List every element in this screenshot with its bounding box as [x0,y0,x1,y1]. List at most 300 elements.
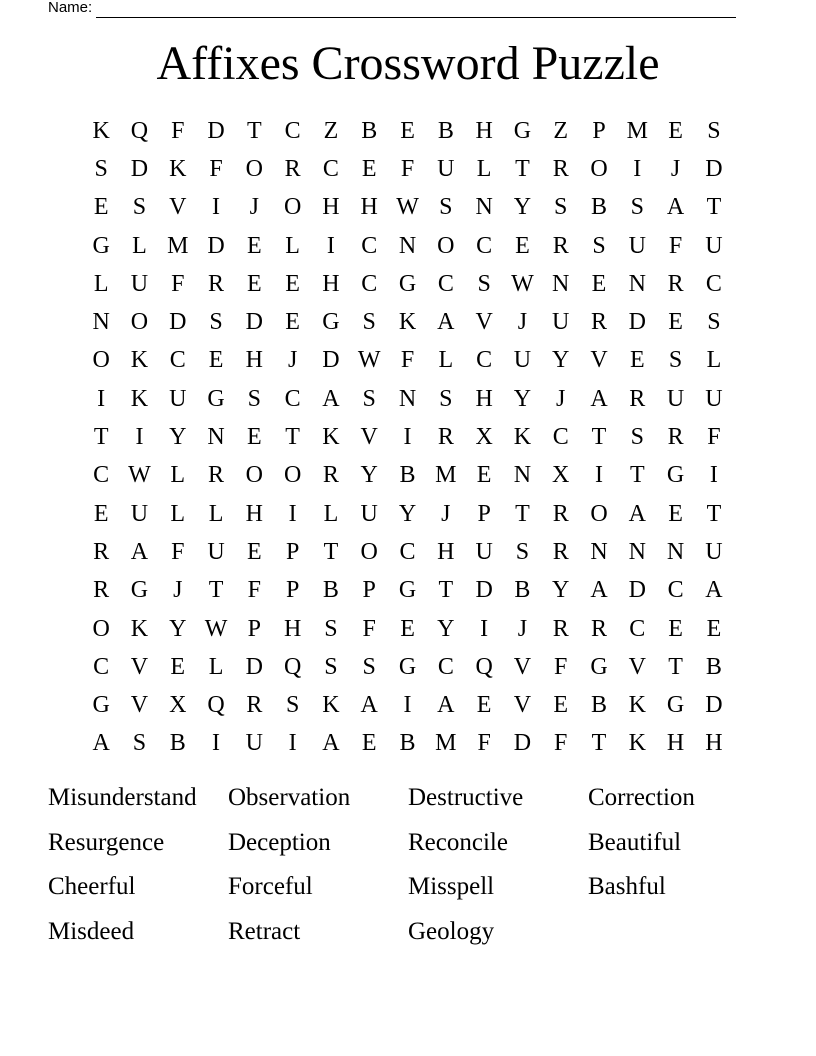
grid-letter: R [322,462,339,489]
grid-letter: P [285,577,300,604]
grid-letter: V [513,653,532,680]
grid-letter: U [207,538,225,565]
grid-letter: B [361,117,378,144]
word-list-item: Forceful [228,873,313,901]
grid-letter: E [400,615,415,642]
grid-letter: Z [553,117,569,144]
grid-letter: K [628,692,646,719]
grid-letter: M [435,462,457,489]
grid-letter: U [705,385,723,412]
grid-letter: T [629,462,645,489]
grid-letter: O [437,232,455,259]
grid-letter: C [399,538,416,565]
grid-letter: X [552,462,570,489]
grid-letter: R [284,155,301,182]
grid-letter: S [707,117,721,144]
grid-letter: A [666,194,685,221]
grid-letter: I [403,424,412,451]
grid-letter: E [476,462,492,489]
grid-letter: T [706,194,722,221]
grid-letter: J [556,385,566,412]
grid-letter: R [552,615,569,642]
grid-letter: U [437,155,455,182]
grid-letter: L [170,462,186,489]
grid-letter: V [628,653,646,680]
grid-letter: W [128,462,151,489]
word-list [48,776,768,954]
grid-letter: S [324,615,338,642]
grid-letter: F [400,347,415,374]
grid-letter: G [398,653,417,680]
word-list-item: Retract [228,917,301,945]
grid-letter: C [361,232,378,259]
grid-letter: R [208,462,225,489]
word-list-item: Resurgence [48,828,165,856]
grid-letter: S [554,194,568,221]
grid-letter: O [245,462,263,489]
grid-letter: J [517,309,528,336]
grid-letter: F [171,538,185,565]
grid-letter: A [437,309,455,336]
grid-letter: E [170,653,186,680]
grid-letter: S [477,270,491,297]
grid-letter: I [135,424,144,451]
grid-letter: J [287,347,298,374]
grid-letter: O [245,155,263,182]
grid-letter: S [630,424,644,451]
grid-letter: T [591,730,607,757]
grid-letter: A [590,385,608,412]
grid-letter: T [208,577,224,604]
grid-letter: H [283,615,302,642]
grid-letter: R [667,270,684,297]
grid-letter: M [167,232,189,259]
grid-letter: L [170,500,186,527]
grid-letter: E [629,347,645,374]
grid-letter: R [591,615,608,642]
grid-letter: O [92,615,110,642]
grid-letter: E [247,538,262,565]
grid-letter: W [357,347,381,374]
grid-letter: N [590,538,608,565]
grid-letter: Y [360,462,378,489]
grid-letter: C [476,232,493,259]
grid-letter: I [480,615,489,642]
grid-letter: G [130,577,149,604]
grid-letter: E [668,500,683,527]
grid-letter: S [592,232,606,259]
grid-letter: C [284,117,301,144]
grid-letter: T [668,653,683,680]
grid-letter: D [628,309,646,336]
word-list-item: Beautiful [588,828,682,856]
grid-letter: E [591,270,607,297]
grid-letter: O [590,500,608,527]
grid-letter: L [208,653,224,680]
grid-letter: R [552,500,569,527]
grid-letter: A [130,538,149,565]
grid-letter: E [208,347,224,374]
grid-letter: K [130,615,149,642]
grid-letter: B [169,730,186,757]
grid-letter: H [475,385,493,412]
grid-letter: N [475,194,493,221]
grid-letter: O [92,347,110,374]
grid-letter: R [93,577,110,604]
grid-letter: W [204,615,228,642]
grid-letter: A [705,577,723,604]
grid-letter: D [245,653,263,680]
grid-letter: S [362,653,376,680]
grid-letter: H [437,538,455,565]
grid-letter: K [130,347,149,374]
grid-letter: I [595,462,603,489]
grid-letter: S [94,155,108,182]
grid-letter: K [628,730,646,757]
grid-letter: H [475,117,493,144]
grid-letter: E [668,309,683,336]
grid-letter: J [441,500,451,527]
grid-letter: P [285,538,300,565]
grid-letter: C [476,347,493,374]
grid-letter: W [396,194,419,221]
grid-letter: K [322,424,340,451]
grid-letter: N [513,462,532,489]
grid-letter: H [245,500,263,527]
grid-letter: D [475,577,493,604]
grid-letter: G [590,653,608,680]
grid-letter: G [666,462,685,489]
grid-letter: H [322,270,340,297]
grid-letter: S [630,194,644,221]
grid-letter: H [322,194,340,221]
grid-letter: K [513,424,532,451]
grid-letter: D [207,232,225,259]
grid-letter: E [476,692,492,719]
grid-letter: V [169,194,187,221]
grid-letter: Q [130,117,149,144]
grid-letter: Y [398,500,417,527]
grid-letter: U [552,309,570,336]
grid-letter: E [93,194,109,221]
grid-letter: I [326,232,335,259]
grid-letter: F [171,270,185,297]
name-field [48,0,736,18]
grid-letter: P [247,615,262,642]
grid-letter: C [705,270,722,297]
grid-letter: F [209,155,223,182]
grid-letter: U [169,385,187,412]
grid-letter: N [628,538,646,565]
grid-letter: J [517,615,528,642]
grid-letter: L [706,347,722,374]
grid-letter: R [93,538,110,565]
grid-letter: F [247,577,262,604]
grid-letter: A [322,385,340,412]
grid-letter: V [513,692,532,719]
word-search-grid [82,112,733,763]
grid-letter: D [245,309,263,336]
grid-letter: S [439,194,453,221]
grid-letter: I [709,462,718,489]
grid-letter: E [361,730,377,757]
grid-letter: E [247,424,262,451]
grid-letter: M [435,730,457,757]
grid-letter: Y [552,577,570,604]
grid-letter: E [706,615,722,642]
grid-letter: U [130,270,149,297]
word-list-item: Geology [408,917,495,945]
grid-letter: L [438,347,454,374]
grid-letter: H [360,194,378,221]
grid-letter: E [400,117,415,144]
grid-letter: E [93,500,109,527]
grid-letter: E [247,270,262,297]
grid-letter: Y [513,385,532,412]
grid-letter: L [285,232,300,259]
grid-letter: R [629,385,646,412]
grid-letter: E [247,232,262,259]
word-list-item: Cheerful [48,873,136,901]
grid-letter: S [707,309,721,336]
page-title: Affixes Crossword Puzzle [156,37,660,90]
grid-letter: Y [437,615,455,642]
grid-letter: V [360,424,378,451]
grid-letter: P [477,500,491,527]
grid-letter: N [207,424,225,451]
grid-letter: E [285,309,300,336]
grid-letter: U [705,232,723,259]
grid-letter: Z [323,117,339,144]
grid-letter: S [285,692,300,719]
grid-letter: G [513,117,532,144]
grid-letter: V [475,309,493,336]
grid-letter: K [169,155,187,182]
grid-letter: D [628,577,646,604]
grid-letter: I [212,194,221,221]
grid-letter: S [209,309,223,336]
word-list-item: Misspell [408,873,495,901]
grid-letter: A [590,577,608,604]
grid-letter: S [247,385,262,412]
grid-letter: D [207,117,225,144]
word-list-item: Destructive [408,784,524,812]
grid-letter: U [666,385,685,412]
grid-letter: R [552,538,569,565]
grid-letter: T [285,424,300,451]
word-list-item: Reconcile [408,828,508,856]
grid-letter: C [552,424,569,451]
grid-letter: Y [169,615,187,642]
grid-letter: L [208,500,224,527]
grid-letter: S [515,538,530,565]
grid-letter: R [667,424,684,451]
grid-letter: K [92,117,110,144]
grid-letter: R [246,692,263,719]
grid-letter: B [322,577,339,604]
grid-letter: T [247,117,262,144]
grid-letter: G [398,577,417,604]
grid-letter: D [130,155,149,182]
grid-letter: U [705,538,723,565]
grid-letter: G [666,692,685,719]
grid-letter: O [283,462,302,489]
grid-letter: T [438,577,454,604]
grid-letter: D [705,692,723,719]
grid-letter: H [245,347,263,374]
grid-letter: N [92,309,110,336]
grid-letter: X [169,692,187,719]
grid-letter: O [590,155,608,182]
grid-letter: I [97,385,106,412]
grid-letter: P [362,577,376,604]
grid-letter: N [552,270,570,297]
grid-letter: E [668,117,683,144]
grid-letter: G [398,270,417,297]
grid-letter: Y [552,347,570,374]
word-list-item: Deception [228,828,331,856]
grid-letter: R [552,232,569,259]
grid-letter: I [403,692,412,719]
word-list-item: Misdeed [48,917,135,945]
grid-letter: S [132,194,147,221]
grid-letter: C [437,270,454,297]
grid-letter: Y [169,424,187,451]
grid-letter: T [515,500,530,527]
grid-letter: I [288,730,297,757]
grid-letter: M [626,117,648,144]
grid-letter: B [514,577,531,604]
grid-letter: S [668,347,683,374]
grid-letter: U [513,347,532,374]
grid-letter: E [668,615,683,642]
grid-letter: L [93,270,109,297]
grid-letter: D [322,347,340,374]
grid-letter: Q [207,692,225,719]
grid-letter: B [437,117,454,144]
grid-letter: C [667,577,684,604]
grid-letter: O [360,538,378,565]
grid-letter: A [322,730,340,757]
grid-letter: I [212,730,221,757]
grid-letter: F [707,424,721,451]
grid-letter: R [552,155,569,182]
grid-letter: L [476,155,492,182]
grid-letter: C [93,462,110,489]
grid-letter: R [208,270,225,297]
word-list-item: Observation [228,784,351,812]
grid-letter: E [361,155,377,182]
grid-letter: B [705,653,722,680]
grid-letter: U [245,730,263,757]
grid-letter: U [360,500,378,527]
grid-letter: B [591,692,608,719]
grid-letter: X [475,424,493,451]
grid-letter: N [666,538,685,565]
grid-letter: G [92,692,110,719]
grid-letter: B [399,462,416,489]
grid-letter: F [477,730,491,757]
grid-letter: A [437,692,455,719]
grid-letter: D [169,309,187,336]
grid-letter: S [132,730,147,757]
grid-letter: A [628,500,646,527]
grid-letter: F [171,117,185,144]
grid-letter: I [633,155,642,182]
grid-letter: R [437,424,454,451]
grid-letter: C [437,653,454,680]
grid-letter: G [92,232,110,259]
grid-letter: H [705,730,723,757]
grid-letter: W [511,270,534,297]
grid-letter: G [207,385,225,412]
grid-letter: T [706,500,722,527]
grid-letter: I [288,500,297,527]
grid-letter: R [591,309,608,336]
grid-letter: F [554,653,568,680]
grid-letter: F [668,232,683,259]
grid-letter: A [92,730,110,757]
grid-letter: S [439,385,453,412]
grid-letter: V [590,347,608,374]
grid-letter: T [93,424,109,451]
grid-letter: N [628,270,646,297]
grid-letter: L [323,500,339,527]
grid-letter: O [283,194,302,221]
name-label: Name: [48,0,93,16]
grid-letter: B [399,730,416,757]
grid-letter: C [284,385,301,412]
grid-letter: E [553,692,569,719]
grid-letter: U [130,500,149,527]
grid-letter: D [705,155,723,182]
grid-letter: G [322,309,340,336]
name-underline [96,3,736,18]
grid-letter: N [398,232,417,259]
grid-letter: V [130,692,149,719]
grid-letter: D [513,730,532,757]
grid-letter: S [324,653,338,680]
grid-letter: Y [513,194,532,221]
grid-letter: C [93,653,110,680]
word-list-item: Correction [588,784,695,812]
grid-letter: S [362,309,376,336]
grid-letter: Q [475,653,493,680]
grid-letter: O [130,309,149,336]
grid-letter: U [475,538,493,565]
grid-letter: F [400,155,415,182]
word-list-item: Bashful [588,873,666,901]
grid-letter: T [323,538,339,565]
grid-letter: F [554,730,568,757]
grid-letter: T [591,424,607,451]
grid-letter: C [169,347,186,374]
grid-letter: V [130,653,149,680]
grid-letter: T [515,155,530,182]
grid-letter: J [670,155,681,182]
grid-letter: K [398,309,417,336]
grid-letter: B [591,194,608,221]
grid-letter: Q [283,653,302,680]
word-list-item: Misunderstand [48,784,197,812]
grid-letter: E [285,270,300,297]
grid-letter: J [249,194,259,221]
grid-letter: L [132,232,147,259]
grid-letter: N [398,385,417,412]
grid-letter: C [361,270,378,297]
grid-letter: K [130,385,149,412]
grid-letter: J [173,577,183,604]
